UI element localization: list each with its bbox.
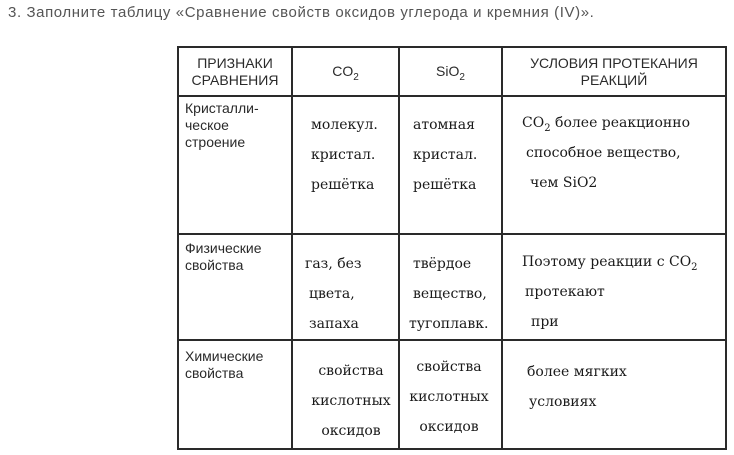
cell-line: свойства — [416, 359, 482, 375]
task-title: 3. Заполните таблицу «Сравнение свойств оксидов углерода и кремния (IV)». — [8, 4, 595, 21]
formula-sub: 2 — [544, 122, 551, 134]
row-divider-2 — [177, 339, 727, 341]
cell-line: оксидов — [321, 423, 381, 439]
column-divider-1 — [291, 46, 293, 450]
cell-line: решётка — [311, 177, 375, 193]
header-sio2-sub: 2 — [459, 71, 465, 83]
cell-conditions-physical — [522, 247, 698, 337]
table-border-left — [177, 46, 179, 450]
formula-base: CO — [522, 115, 545, 131]
row-label-line: строение — [185, 134, 246, 150]
row-label-line: Физические — [185, 240, 262, 256]
cell-sio2-chemical — [407, 352, 491, 442]
header-conditions-line2: РЕАКЦИЙ — [580, 71, 648, 88]
header-conditions-line1: УСЛОВИЯ ПРОТЕКАНИЯ — [530, 54, 698, 71]
cell-line — [522, 247, 698, 277]
row-label-line: ческое — [185, 117, 229, 133]
column-divider-3 — [501, 46, 503, 450]
cell-line: цвета, — [309, 286, 355, 302]
row-label-structure — [185, 100, 289, 151]
table-border-right — [725, 46, 727, 450]
cell-line: свойства — [318, 363, 384, 379]
cell-line: кислотных — [311, 393, 391, 409]
header-sio2-base: SiO — [436, 63, 460, 79]
row-divider-header — [177, 95, 727, 97]
row-label-line: свойства — [185, 365, 244, 381]
cell-line-text: Поэтому реакции с CO — [522, 254, 692, 270]
cell-co2-physical — [305, 249, 362, 339]
cell-co2-structure — [311, 110, 378, 200]
row-label-line: свойства — [185, 257, 244, 273]
cell-line: запаха — [309, 316, 359, 332]
table-border-bottom — [177, 448, 727, 450]
cell-line: тугоплавк. — [409, 316, 489, 332]
column-divider-2 — [398, 46, 400, 450]
cell-line: молекул. — [311, 117, 378, 133]
header-conditions — [503, 48, 725, 95]
row-label-chemical — [185, 348, 289, 382]
cell-line-rest: более реакционно — [550, 115, 690, 131]
header-co2 — [293, 48, 398, 95]
cell-line: решётка — [413, 177, 477, 193]
header-co2-base: CO — [332, 63, 354, 79]
cell-conditions-structure — [522, 108, 690, 198]
cell-line: кристал. — [311, 147, 376, 163]
cell-line: вещество, — [413, 286, 487, 302]
cell-line: твёрдое — [413, 256, 472, 272]
cell-line: оксидов — [419, 419, 479, 435]
cell-line — [522, 108, 690, 138]
cell-sio2-physical — [409, 249, 489, 339]
header-criteria-line2: СРАВНЕНИЯ — [191, 71, 279, 88]
formula-sub: 2 — [691, 261, 698, 273]
cell-line: способное вещество, — [526, 145, 681, 161]
cell-line: протекают — [525, 284, 605, 300]
header-criteria-line1: ПРИЗНАКИ — [197, 54, 273, 71]
cell-conditions-chemical — [527, 357, 627, 417]
cell-line: чем SiO2 — [530, 175, 598, 191]
cell-sio2-structure — [413, 110, 477, 200]
cell-line: газ, без — [305, 256, 362, 272]
header-co2-sub: 2 — [353, 71, 359, 83]
cell-line: условиях — [529, 394, 597, 410]
cell-line: кристал. — [413, 147, 478, 163]
row-label-line: Химические — [185, 348, 264, 364]
cell-line: атомная — [413, 117, 475, 133]
header-sio2 — [400, 48, 501, 95]
cell-line: более мягких — [527, 364, 627, 380]
row-label-line: Кристалли- — [185, 100, 259, 116]
comparison-table — [177, 46, 727, 451]
row-label-physical — [185, 240, 289, 274]
cell-line: кислотных — [409, 389, 489, 405]
header-criteria — [179, 48, 291, 95]
row-divider-1 — [177, 233, 727, 235]
cell-line: при — [531, 314, 559, 330]
cell-co2-chemical — [311, 356, 391, 446]
